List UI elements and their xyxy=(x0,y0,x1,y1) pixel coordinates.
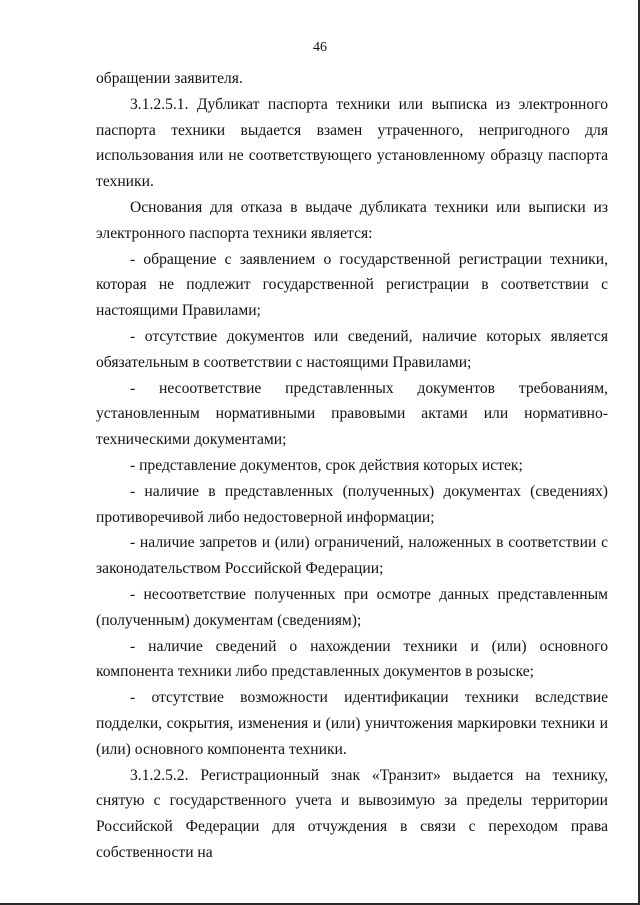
list-item: - наличие сведений о нахождении техники и (или) основного компонента техники либо представленных документов в розыске; xyxy=(96,637,608,681)
list-item: - наличие запретов и (или) ограничений, наложенных в соответствии с законодательством Российской Федерации; xyxy=(96,534,608,578)
list-item: - обращение с заявлением о государственной регистрации техники, которая не подлежит государственной регистрации в соответствии с настоящими Правилами; xyxy=(96,250,608,320)
list-item: - несоответствие полученных при осмотре данных представленным (полученным) документам (сведениям); xyxy=(96,585,608,629)
list-item: - наличие в представленных (полученных) документах (сведениях) противоречивой либо недостоверной информации; xyxy=(96,482,608,526)
list-item: - несоответствие представленных документов требованиям, установленным нормативными правовыми актами или нормативно-техническими документами; xyxy=(96,379,608,449)
paragraph-duplicate-passport: 3.1.2.5.1. Дубликат паспорта техники или выписка из электронного паспорта техники выдается взамен утраченного, непригодного для использования или не соответствующего установленному образцу паспорта техники. xyxy=(96,95,608,191)
list-item: - представление документов, срок действия которых истек; xyxy=(130,456,523,474)
list-item: - отсутствие возможности идентификации техники вследствие подделки, сокрытия, изменения и (или) уничтожения маркировки техники и (или) основного компонента техники. xyxy=(96,689,608,758)
paragraph-continuation: обращении заявителя. xyxy=(96,70,243,87)
page-number: 46 xyxy=(313,40,327,55)
list-item: - отсутствие документов или сведений, наличие которых является обязательным в соответствии с настоящими Правилами; xyxy=(96,327,608,371)
document-body xyxy=(96,66,608,866)
paragraph-refusal-grounds: Основания для отказа в выдаче дубликата техники или выписки из электронного паспорта техники является: xyxy=(96,198,608,242)
paragraph-transit-plate: 3.1.2.5.2. Регистрационный знак «Транзит» выдается на технику, снятую с государственного учета и вывозимую за пределы территории Российской Федерации для отчуждения в связи с переходом права собственности на xyxy=(96,766,608,861)
